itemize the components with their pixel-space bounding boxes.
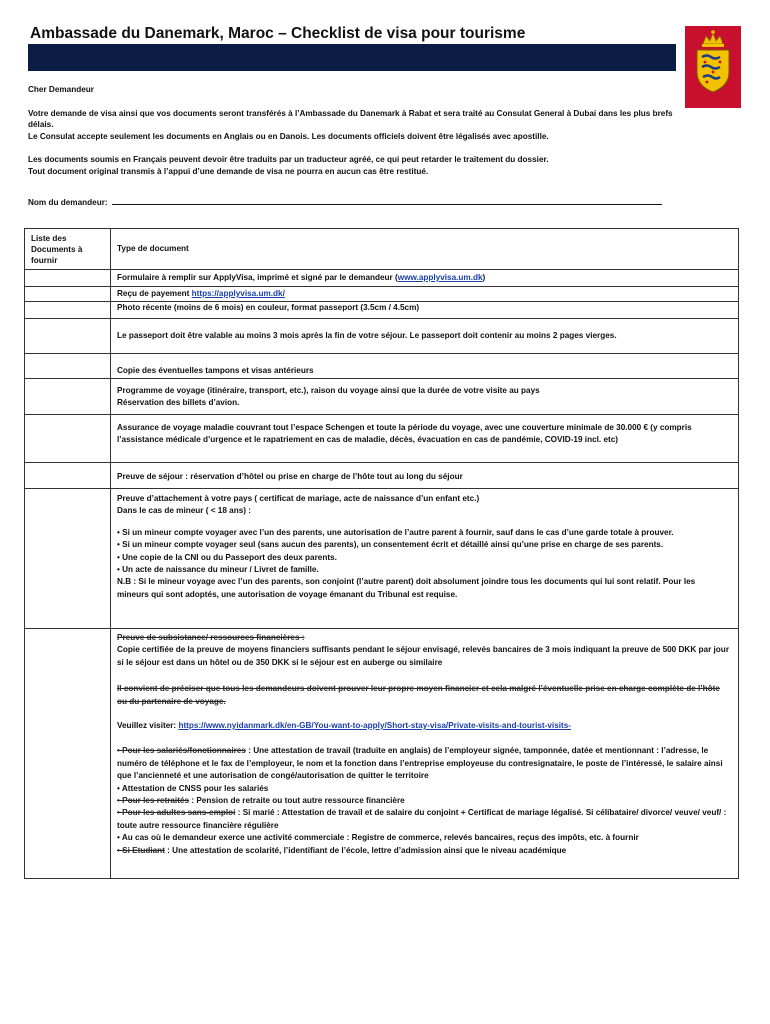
row-divider — [25, 318, 738, 319]
intro-paragraph-3: Les documents soumis en Français peuvent devoir être traduits par un traducteur agréé, ce qui peut retarder le traitement du dossier. — [28, 155, 549, 165]
row-photo: Photo récente (moins de 6 mois) en couleur, format passeport (3.5cm / 4.5cm) — [117, 303, 420, 312]
row-previous-visas: Copie des éventuelles tampons et visas antérieurs — [117, 366, 314, 375]
minors-item-2: • Si un mineur compte voyager seul (sans aucun des parents), un consentement écrit et détaillé ainsi qu’une prise en charge de ses parents. — [117, 540, 664, 550]
commercial-item: • Au cas où le demandeur exerce une activité commerciale : Registre de commerce, relevés bancaires, reçus des impôts, etc. à fournir — [117, 833, 639, 843]
applyvisa-link[interactable]: www.applyvisa.um.dk — [397, 273, 483, 282]
column-header-documents: Liste des Documents à fournir — [31, 234, 83, 265]
retirees-text: : Pension de retraite ou tout autre ressource financière — [189, 796, 405, 806]
minors-heading: Dans le cas de mineur ( < 18 ans) : — [117, 506, 252, 516]
minors-item-3: • Une copie de la CNI ou du Passeport des deux parents. — [117, 552, 337, 562]
row-divider — [25, 462, 738, 463]
intro-text — [28, 84, 688, 178]
student-item — [117, 845, 729, 857]
greeting: Cher Demandeur — [28, 85, 94, 94]
financial-visit-row — [117, 720, 729, 732]
financial-heading — [117, 632, 729, 644]
student-lead: • Si Etudiant — [117, 845, 165, 855]
visit-label: Veuillez visiter: — [117, 721, 179, 731]
application-form-text: Formulaire à remplir sur ApplyVisa, imprimé et signé par le demandeur ( — [117, 273, 398, 282]
payment-link[interactable]: https://applyvisa.um.dk/ — [191, 289, 285, 298]
header-bar — [28, 44, 676, 71]
row-passport: Le passeport doit être valable au moins 3 mois après la fin de votre séjour. Le passeport doit contenir au moins 2 pages vierges. — [117, 331, 617, 340]
financial-item-1: Copie certifiée de la preuve de moyens financiers suffisants pendant le séjour envisagé, relevés bancaires de 3 mois indiquant la preuve de 500 DKK par jour si le séjour est dans un hôtel ou de 350 DKK si le séjour est en auberge ou similaire — [117, 645, 729, 667]
applicant-name-field[interactable] — [112, 196, 662, 205]
student-text: : Une attestation de scolarité, l’identifiant de l’école, lettre d’admission ainsi que le niveau académique — [164, 845, 567, 855]
intro-paragraph-4: Tout document original transmis à l’appui d’une demande de visa ne pourra en aucun cas être restitué. — [28, 166, 429, 176]
travel-program-text: Programme de voyage (itinéraire, transport, etc.), raison du voyage ainsi que la durée de votre visite au pays — [117, 386, 540, 395]
application-form-end: ) — [482, 273, 486, 282]
row-proof-of-stay: Preuve de séjour : réservation d’hôtel ou prise en charge de l’hôte tout au long du séjour — [117, 472, 463, 481]
row-divider — [25, 378, 738, 379]
flight-booking-text: Réservation des billets d’avion. — [117, 398, 240, 408]
unemployed-item — [117, 807, 729, 832]
intro-paragraph-2: Le Consulat accepte seulement les documents en Anglais ou en Danois. Les documents officiels doivent être légalisés avec apostille. — [28, 131, 549, 141]
minors-item-4: • Un acte de naissance du mineur / Livret de famille. — [117, 565, 319, 575]
salaried-lead: • Pour les salariés/fonctionnaires — [117, 746, 246, 756]
row-application-form — [117, 272, 729, 284]
applicant-name-row — [28, 196, 662, 207]
document-title: Ambassade du Danemark, Maroc – Checklist de visa pour tourisme — [30, 25, 526, 42]
minors-item-1: • Si un mineur compte voyager avec l’un des parents, une autorisation de l’autre parent à fournir, sauf dans le cas d’une garde totale à prouver. — [117, 527, 674, 537]
row-travel-insurance: Assurance de voyage maladie couvrant tout l’espace Schengen et toute la période du voyage, avec une couverture minimale de 30.000 € (y compris l’assistance médicale d’urgence et le rapatriement en cas de maladie, décès, évacuation en cas de pandémie, COVID-19 incl. etc) — [117, 423, 692, 445]
row-financial-resources — [117, 632, 729, 857]
financial-heading-text: Preuve de subsistance/ ressources financières : — [117, 633, 305, 642]
row-divider — [25, 353, 738, 354]
minors-note: N.B : Si le mineur voyage avec l’un des parents, son conjoint (l’autre parent) doit absolument joindre tous les documents qui lui sont relatif. Pour les mineurs qui sont adoptés, une autorisation de voyage émanant du Tribunal est requise. — [117, 577, 696, 599]
nyidanmark-link[interactable]: https://www.nyidanmark.dk/en-GB/You-want-to-apply/Short-stay-visa/Private-visits-and-tourist-visits- — [178, 721, 572, 731]
row-attachment-minors — [117, 493, 729, 601]
danish-coat-of-arms-icon — [685, 26, 741, 108]
row-payment-receipt — [117, 288, 729, 300]
column-header-type: Type de document — [117, 244, 189, 253]
cnss-item: • Attestation de CNSS pour les salariés — [117, 783, 269, 793]
salaried-text: : Une attestation de travail (traduite en anglais) de l’employeur signée, tamponnée, datée et mentionnant : l’adresse, le numéro de téléphone et le fax de l’employeur, le nom et la fonction dans l’entreprise employeuse du contresignataire, le poste de l’intéressé, le salaire ainsi que l’ancienneté et une autorisation de congé/autorisation de quitter le territoire — [117, 746, 723, 781]
row-divider — [25, 414, 738, 415]
financial-item-2: Il convient de préciser que tous les demandeurs doivent prouver leur propre moyen financier et cela malgré l’éventuelle prise en charge complète de l’hôte ou du partenaire de voyage. — [117, 684, 720, 706]
row-divider — [25, 628, 738, 629]
payment-receipt-text: Reçu de payement — [117, 289, 192, 298]
row-divider — [25, 488, 738, 489]
checklist-table — [24, 228, 739, 879]
unemployed-text: : Si marié : Attestation de travail et de salaire du conjoint + Certificat de mariage légalisé. Si célibataire/ divorce/ veuve/ veuf/ : toute autre ressource financière régulière — [117, 808, 727, 830]
retirees-item — [117, 795, 729, 807]
intro-paragraph-1: Votre demande de visa ainsi que vos documents seront transférés à l’Ambassade du Danemark à Rabat et sera traité au Consulat General à Dubai dans les plus brefs délais. — [28, 108, 673, 130]
unemployed-lead: • Pour les adultes sans-emploi — [117, 808, 236, 818]
applicant-name-label: Nom du demandeur: — [28, 198, 110, 207]
column-divider — [110, 229, 111, 878]
row-divider — [25, 286, 738, 287]
row-divider — [25, 269, 738, 270]
attachment-text: Preuve d’attachement à votre pays ( certificat de mariage, acte de naissance d’un enfant etc.) — [117, 494, 480, 503]
salaried-item — [117, 745, 729, 782]
row-travel-program — [117, 385, 729, 410]
retirees-lead: • Pour les retraités — [117, 796, 190, 806]
